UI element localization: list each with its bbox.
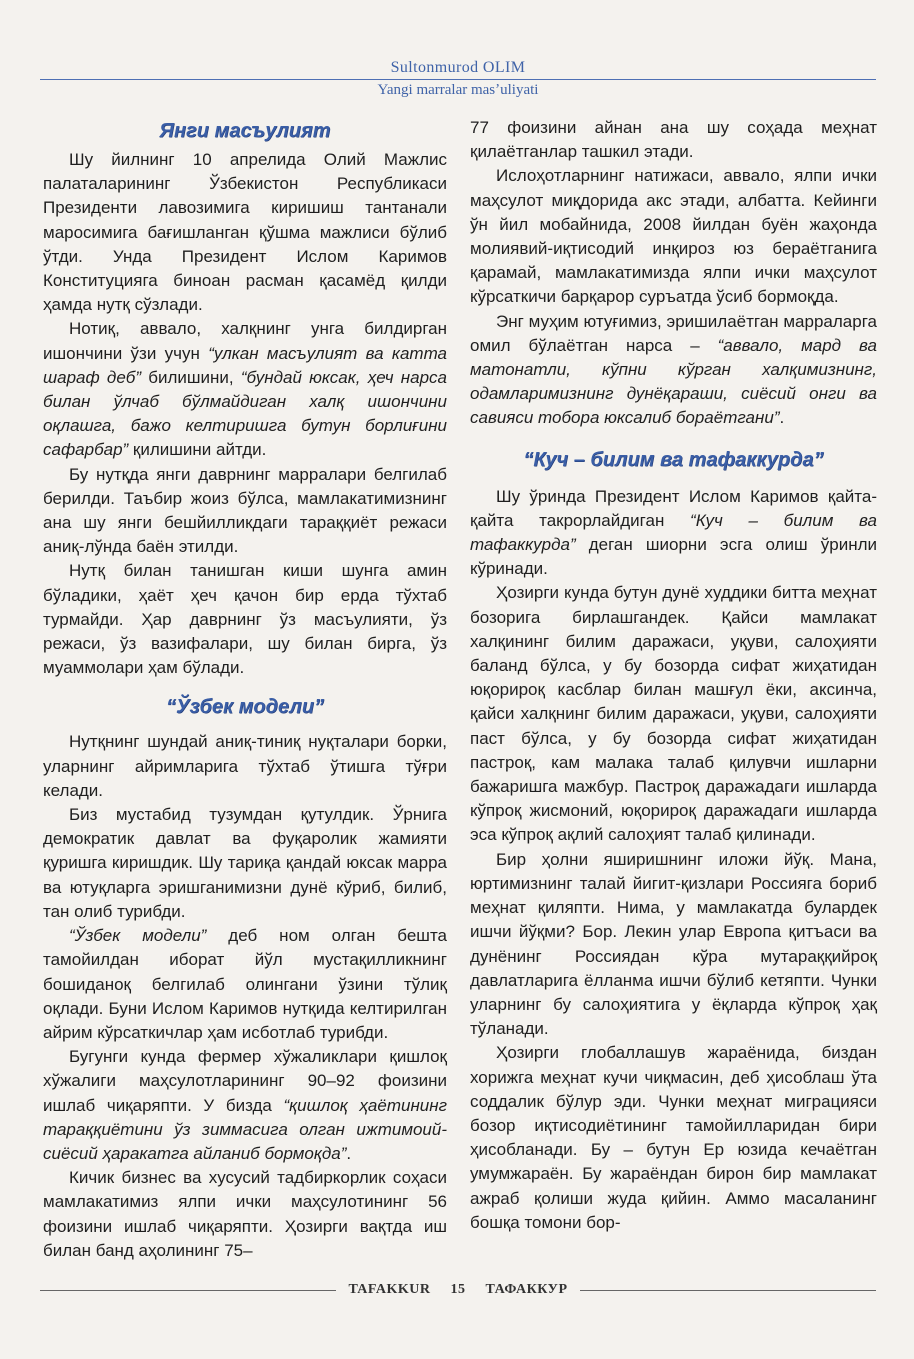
- quote: “қишлоқ ҳаётининг тараққиётини ўз зиммасига олган ижтимоий-сиёсий ҳаракатга айланиб бормоқда”: [43, 1095, 448, 1163]
- section-heading-power-knowledge: “Куч – билим ва тафаккурда”: [523, 448, 824, 471]
- section-heading-new-responsibility: Янги масъулият: [159, 120, 331, 142]
- paragraph: Нутқ билан танишган киши шунга амин бўладики, ҳаёт ҳеч қачон бир ерда тўхтаб турмайди. Ҳар даврнинг ўз масъулияти, ўз режаси, ўз вазифалари, шу билан бирга, ўз муаммолари ҳам бўлади.: [43, 561, 447, 678]
- quote: “Куч – билим ва тафаккурда”: [470, 510, 877, 555]
- text-run: .: [779, 408, 785, 428]
- left-column: [43, 116, 447, 1263]
- header-subtitle: Yangi marralar masʼuliyati: [377, 82, 539, 98]
- footer-rule-right: [580, 1290, 876, 1291]
- paragraph: [43, 1045, 447, 1166]
- right-column: [470, 116, 877, 1235]
- paragraph: Нутқнинг шундай аниқ-тиниқ нуқталари борки, уларнинг айримларига тўхтаб ўтишга тўғри келади.: [43, 732, 447, 800]
- quote: “Ўзбек модели”: [69, 926, 207, 946]
- quote: “улкан масъулият ва катта шараф деб”: [43, 343, 447, 387]
- quote: “аввало, мард ва матонатли, кўпни кўрган халқимизнинг, одамларимизнинг дунёқараши, сиёсий онги ва савияси тобора юксалиб бораётгани”: [470, 335, 877, 428]
- text-run: .: [346, 1143, 352, 1163]
- text-run: Энг муҳим ютуғимиз, эришилаётган марраларга омил бўлаётган нарса –: [470, 311, 877, 355]
- text-run: Шу ўринда Президент Ислом Каримов қайта-қайта такрорлайдиган: [470, 486, 877, 530]
- paragraph: Бу нутқда янги даврнинг марралари белгилаб берилди. Таъбир жоиз бўлса, мамлакатимизнинг ана шу янги бешйилликдаги тараққиёт режаси аниқ-лўнда баён этилди.: [43, 464, 447, 557]
- paragraph: Ислоҳотларнинг натижаси, аввало, ялпи ички маҳсулот миқдорида акс этади, албатта. Кейинги ўн йил мобайнида, 2008 йилдан буён жаҳонда молиявий-иқтисодий инқироз юз бераётганига қарамай, мамлакатимизда ялпи ички маҳсулот кўрсаткичи барқарор суръатда ўсиб бормоқда.: [470, 166, 877, 307]
- running-header: [40, 58, 876, 100]
- header-author: Sultonmurod OLIM: [390, 59, 526, 76]
- footer-rule-left: [40, 1290, 336, 1291]
- footer-left-label: TAFAKKUR: [348, 1282, 431, 1297]
- section-heading-uzbek-model: “Ўзбек модели”: [165, 696, 325, 719]
- paragraph: [43, 924, 447, 1045]
- text-run: қилишини айтди.: [128, 440, 267, 460]
- footer-right-label: ТАФАККУР: [485, 1282, 568, 1297]
- paragraph: Бир ҳолни яширишнинг иложи йўқ. Мана, юртимизнинг талай йигит-қизлари Россияга бориб меҳнат қиляпти. Нима, у мамлакатда булардек ишчи йўқми? Бор. Лекин улар Европа қитъаси ва дунёнинг Россиядан кўра мутараққийроқ давлатларига ёлланма ишчи бўлиб кетяпти. Чунки уларнинг бу салоҳиятига у ёқларда кўпроқ ҳақ тўланади.: [470, 849, 877, 1039]
- quote: “бундай юксак, ҳеч нарса билан ўлчаб бўлмайдиган халқ ишончини оқлашга, бажо келтиришга бутун борлиғини сафарбар”: [43, 367, 447, 460]
- header-rule: [40, 79, 876, 80]
- text-run: деб ном олган бешта тамойилдан иборат йўл мустақилликнинг бошиданоқ белгилаб олингани ўзини тўлиқ оқлади. Буни Ислом Каримов нутқида келтирилган айрим кўрсаткичлар ҳам исботлаб турибди.: [43, 926, 447, 1042]
- text-run: билишини,: [141, 367, 241, 387]
- paragraph: [470, 485, 877, 582]
- paragraph: Кичик бизнес ва хусусий тадбиркорлик соҳаси мамлакатимиз ялпи ички маҳсулотининг 56 фоизини ишлаб чиқаряпти. Ҳозирги вақтда иш билан банд аҳолининг 75–: [43, 1168, 447, 1260]
- paragraph: Ҳозирги кунда бутун дунё худдики битта меҳнат бозорига бирлашгандек. Қайси мамлакат халқининг билим даражаси, уқуви, салоҳияти баланд бўлса, у бу бозорда сифат жиҳатидан юқорироқ касблар билан машғул ёки, аксинча, қайси халқнинг билим даражаси, уқуви, салоҳияти паст бўлса, у бу бозорда сифат жиҳатидан пастроқ, кам малака талаб қилувчи ишларни бажаришга мажбур. Пастроқ даражадаги ишларда кўпроқ жисмоний, юқорироқ даражадаги ишларда эса кўпроқ ақлий салоҳият талаб қилинади.: [470, 583, 877, 845]
- paragraph: [43, 317, 447, 462]
- text-run: Бугунги кунда фермер хўжаликлари қишлоқ хўжалиги маҳсулотларининг 90–92 фоизини ишлаб чиқаряпти. У бизда: [43, 1047, 447, 1115]
- paragraph: Биз мустабид тузумдан қутулдик. Ўрнига демократик давлат ва фуқаролик жамияти қуришга киришдик. Шу тариқа қандай юксак марра ва ютуқларга эришганимизни дунё кўриб, билиб, тан олиб турибди.: [43, 805, 447, 921]
- paragraph: 77 фоизини айнан ана шу соҳада меҳнат қилаётганлар ташкил этади.: [470, 118, 877, 162]
- page-number: 15: [450, 1282, 466, 1297]
- paragraph: Ҳозирги глобаллашув жараёнида, биздан хорижга меҳнат кучи чиқмасин, деб ҳисоблаш ўта соддалик бўлур эди. Чунки меҳнат миграцияси бозор иқтисодиётининг тамойилларидан бири ҳисобланади. Бу – бутун Ер юзида кечаётган умумжараён. Бу жараёндан бирон бир мамлакат ажраб қолиши жуда қийин. Аммо масаланинг бошқа томони бор-: [470, 1043, 877, 1232]
- page-footer: [40, 1282, 876, 1298]
- paragraph: [470, 310, 877, 431]
- paragraph: Шу йилнинг 10 апрелида Олий Мажлис палаталарининг Ўзбекистон Республикаси Президенти лавозимига киришиш тантанали маросимига бағишланган қўшма мажлиси бўлиб ўтди. Унда Президент Ислом Каримов Конституцияга биноан расман қасамёд қилди ҳамда нутқ сўзлади.: [43, 150, 447, 315]
- text-run: Нотиқ, аввало, халқнинг унга билдирган ишончини ўзи учун: [43, 319, 447, 363]
- text-run: деган шиорни эсга олиш ўринли кўринади.: [470, 535, 877, 579]
